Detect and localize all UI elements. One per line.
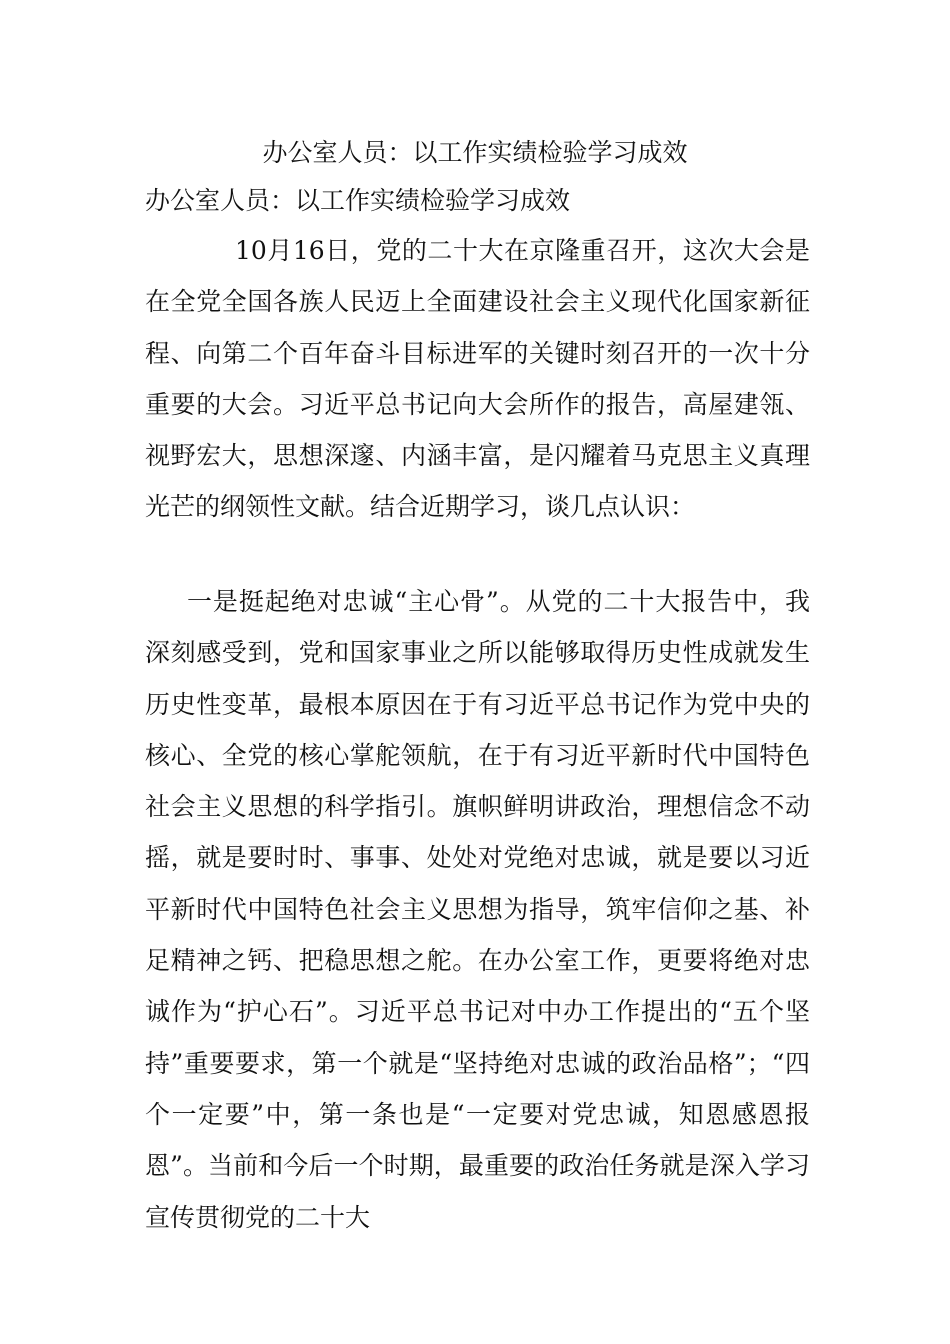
paragraph-intro: 10月16日，党的二十大在京隆重召开，这次大会是在全党全国各族人民迈上全面建设社会主义现代化国家新征程、向第二个百年奋斗目标进军的关键时刻召开的一次十分重要的大会。习近平总书记向大会所作的报告，高屋建瓴、视野宏大，思想深邃、内涵丰富，是闪耀着马克思主义真理光芒的纲领性文献。结合近期学习，谈几点认识： <box>145 236 810 522</box>
document-title: 办公室人员：以工作实绩检验学习成效 <box>262 138 688 167</box>
paragraph-loyalty: 一是挺起绝对忠诚“主心骨”。从党的二十大报告中，我深刻感受到，党和国家事业之所以能够取得历史性成就发生历史性变革，最根本原因在于有习近平总书记作为党中央的核心、全党的核心掌舵领航，在于有习近平新时代中国特色社会主义思想的科学指引。旗帜鲜明讲政治，理想信念不动摇，就是要时时、事事、处处对党绝对忠诚，就是要以习近平新时代中国特色社会主义思想为指导，筑牢信仰之基、补足精神之钙、把稳思想之舵。在办公室工作，更要将绝对忠诚作为“护心石”。习近平总书记对中办工作提出的“五个坚持”重要要求，第一个就是“坚持绝对忠诚的政治品格”；“四个一定要”中，第一条也是“一定要对党忠诚，知恩感恩报恩”。当前和今后一个时期，最重要的政治任务就是深入学习宣传贯彻党的二十大 <box>145 587 810 1232</box>
document-subtitle: 办公室人员：以工作实绩检验学习成效 <box>145 186 571 215</box>
